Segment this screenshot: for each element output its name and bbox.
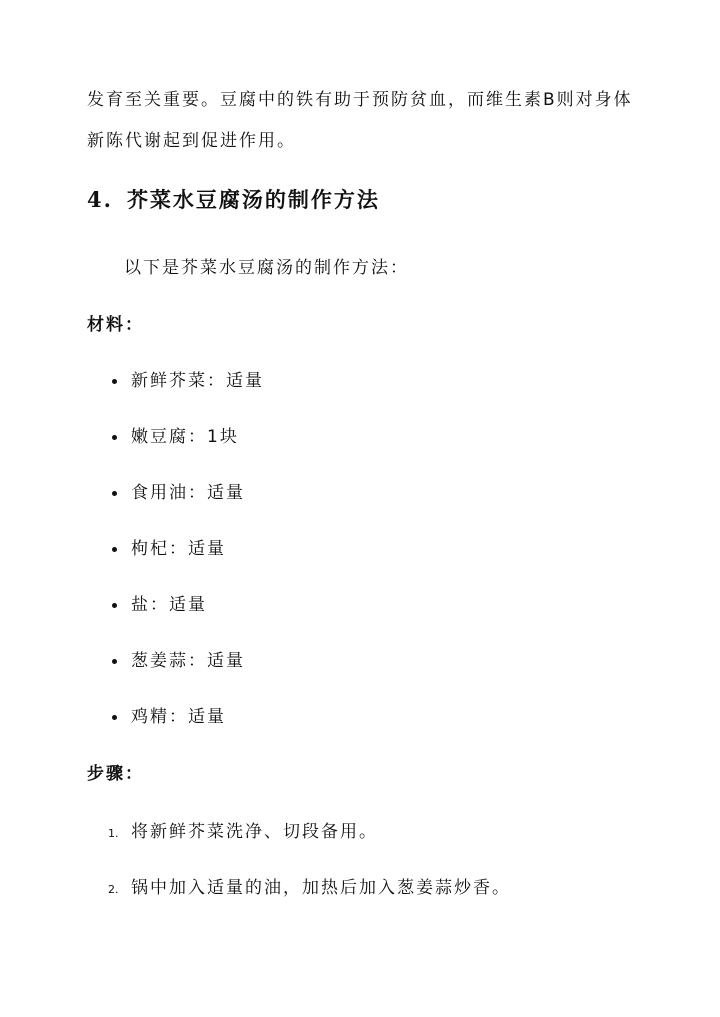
material-item: 鸡精：适量: [131, 707, 226, 727]
bullet-icon: [112, 379, 117, 384]
bullet-icon: [112, 659, 117, 664]
section-heading: [87, 186, 380, 214]
material-item: 枸杞：适量: [131, 539, 226, 559]
step-number: 2.: [108, 883, 119, 896]
section-title: 芥菜水豆腐汤的制作方法: [126, 187, 380, 212]
paragraph-line: 发育至关重要。豆腐中的铁有助于预防贫血，而维生素B则对身体: [87, 90, 633, 110]
section-number: 4.: [87, 187, 113, 212]
paragraph-line: 新陈代谢起到促进作用。: [87, 131, 296, 151]
step-text: 将新鲜芥菜洗净、切段备用。: [131, 822, 378, 842]
material-item: 食用油：适量: [131, 483, 245, 503]
bullet-icon: [112, 715, 117, 720]
material-item: 新鲜芥菜：适量: [131, 371, 264, 391]
section-intro: 以下是芥菜水豆腐汤的制作方法：: [124, 258, 409, 278]
bullet-icon: [112, 435, 117, 440]
steps-label: 步骤：: [87, 764, 144, 784]
step-text: 锅中加入适量的油，加热后加入葱姜蒜炒香。: [131, 878, 511, 898]
bullet-icon: [112, 547, 117, 552]
material-item: 葱姜蒜：适量: [131, 651, 245, 671]
materials-label: 材料：: [87, 315, 144, 335]
material-item: 盐：适量: [131, 595, 207, 615]
bullet-icon: [112, 603, 117, 608]
step-number: 1.: [108, 827, 119, 840]
material-item: 嫩豆腐：1块: [131, 427, 239, 447]
bullet-icon: [112, 491, 117, 496]
